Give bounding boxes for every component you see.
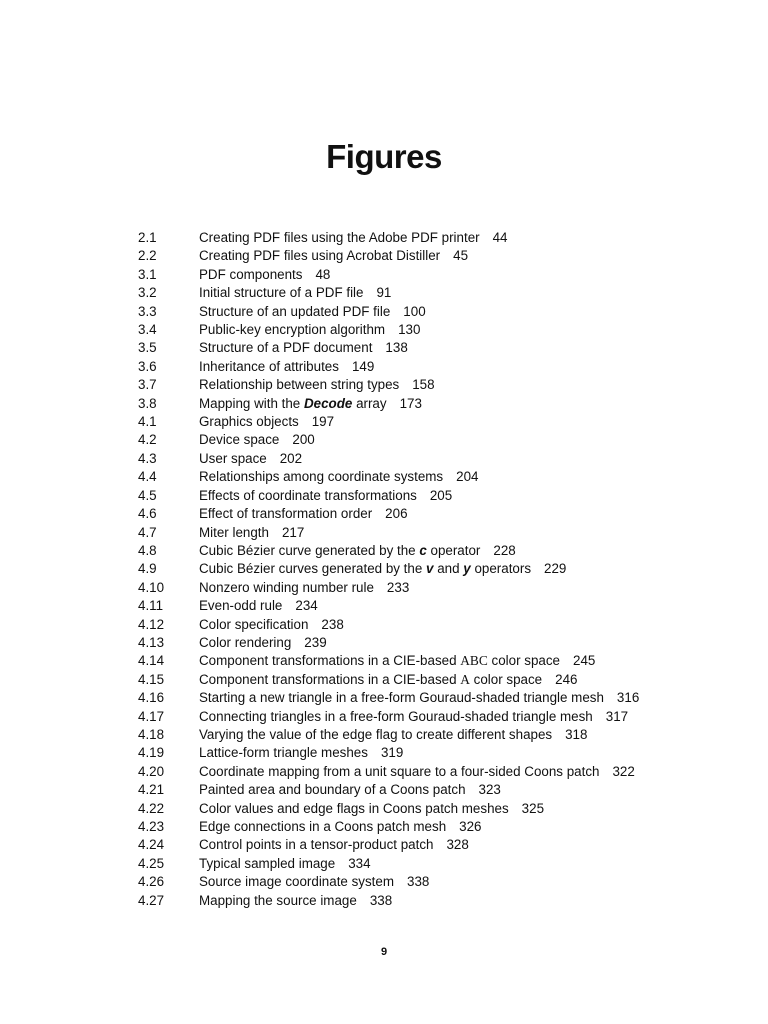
caption-text: Connecting triangles in a free-form Gouraud-shaded triangle mesh: [199, 708, 593, 724]
figure-number: 4.3: [138, 450, 157, 466]
figure-page-ref[interactable]: 45: [453, 248, 469, 264]
figure-page-ref[interactable]: 239: [304, 634, 327, 650]
figure-caption: [199, 413, 334, 431]
figure-page-ref[interactable]: 229: [544, 561, 567, 577]
figure-caption: [199, 358, 374, 376]
caption-text: Graphics objects: [199, 414, 299, 430]
figure-number: 2.2: [138, 248, 157, 264]
figure-number: 4.24: [138, 837, 165, 853]
figure-number: 4.4: [138, 469, 157, 485]
figure-page-ref[interactable]: 317: [605, 708, 629, 724]
figure-page-ref[interactable]: 233: [386, 579, 410, 595]
caption-text: Relationship between string types: [199, 377, 400, 393]
caption-text: Starting a new triangle in a free-form Gouraud-shaded triangle mesh: [199, 690, 604, 706]
figure-page-ref[interactable]: 158: [412, 377, 435, 393]
figure-entry[interactable]: [138, 431, 698, 449]
caption-text: and: [433, 561, 464, 577]
operator-keyword: Decode: [303, 395, 353, 411]
figure-caption: [199, 873, 429, 891]
caption-text: Typical sampled image: [199, 855, 336, 871]
caption-text: Component transformations in a CIE-based: [199, 653, 461, 669]
figure-page-ref[interactable]: 238: [321, 616, 344, 632]
figure-caption: [199, 744, 403, 762]
caption-text: Miter length: [199, 524, 269, 540]
caption-text: Cubic Bézier curve generated by the: [199, 542, 420, 558]
figure-number: 4.1: [138, 414, 157, 430]
figure-page-ref[interactable]: 322: [612, 763, 635, 779]
caption-text: Painted area and boundary of a Coons patch: [199, 782, 466, 798]
figure-caption: [199, 800, 544, 818]
figure-entry[interactable]: [138, 708, 698, 726]
figure-page-ref[interactable]: 204: [456, 469, 479, 485]
caption-text: Effects of coordinate transformations: [199, 487, 417, 503]
caption-text: operator: [426, 542, 481, 558]
figure-page-ref[interactable]: 138: [385, 340, 408, 356]
figure-number: 4.5: [138, 487, 157, 503]
figure-number: 3.8: [138, 395, 157, 411]
figure-entry[interactable]: [138, 358, 698, 376]
figure-caption: [199, 450, 302, 468]
figure-caption: [199, 542, 516, 560]
figure-number: 4.13: [138, 634, 165, 650]
figure-caption: [199, 395, 422, 413]
caption-text: Lattice-form triangle meshes: [199, 745, 368, 761]
caption-text: Even-odd rule: [199, 598, 283, 614]
figure-page-ref[interactable]: 328: [446, 837, 469, 853]
figure-entry[interactable]: [138, 818, 698, 836]
figure-caption: [199, 763, 635, 781]
figure-page-ref[interactable]: 205: [429, 487, 453, 503]
figure-number: 4.21: [138, 782, 165, 798]
figure-caption: [199, 597, 318, 615]
caption-text: Public-key encryption algorithm: [199, 322, 386, 338]
figure-page-ref[interactable]: 217: [281, 524, 305, 540]
figure-number: 4.20: [138, 763, 165, 779]
caption-text: Relationships among coordinate systems: [199, 469, 444, 485]
figure-entry[interactable]: [138, 284, 698, 302]
figure-caption: [199, 892, 392, 910]
caption-text: Color specification: [199, 616, 309, 632]
figure-entry[interactable]: [138, 597, 698, 615]
figure-page-ref[interactable]: 91: [376, 285, 392, 301]
figure-entry[interactable]: [138, 689, 698, 707]
figure-caption: [199, 468, 478, 486]
figure-entry[interactable]: [138, 836, 698, 854]
figure-entry[interactable]: [138, 524, 698, 542]
figure-entry[interactable]: [138, 873, 698, 891]
figure-page-ref[interactable]: 338: [407, 874, 430, 890]
figure-entry[interactable]: [138, 468, 698, 486]
caption-text: Mapping the source image: [199, 892, 357, 908]
figure-page-ref[interactable]: 149: [351, 358, 375, 374]
figure-entry[interactable]: [138, 616, 698, 634]
caption-text: Nonzero winding number rule: [199, 579, 374, 595]
figure-caption: [199, 505, 408, 523]
figure-page-ref[interactable]: 48: [315, 266, 331, 282]
operator-keyword: v: [426, 561, 434, 577]
figure-number: 4.22: [138, 800, 165, 816]
figure-caption: [199, 284, 391, 302]
figure-entry[interactable]: [138, 229, 698, 247]
page-number: 9: [380, 946, 388, 958]
color-space-name: ABC: [460, 653, 488, 669]
figure-caption: [199, 579, 409, 597]
figure-number: 4.12: [138, 616, 165, 632]
figure-caption: [199, 376, 435, 394]
figure-page-ref[interactable]: 234: [295, 598, 318, 614]
caption-text: Structure of an updated PDF file: [199, 303, 391, 319]
caption-text: color space: [487, 653, 560, 669]
figure-caption: [199, 266, 330, 284]
page-title: Figures: [326, 138, 442, 175]
figure-caption: [199, 855, 371, 873]
figure-number: 3.3: [138, 303, 157, 319]
figure-page-ref[interactable]: 326: [459, 819, 482, 834]
color-space-name: A: [460, 671, 470, 687]
caption-text: Edge connections in a Coons patch mesh: [199, 819, 447, 834]
figure-number: 4.18: [138, 726, 165, 742]
figure-number: 3.2: [138, 285, 157, 301]
figure-caption: [199, 339, 408, 357]
figure-entry[interactable]: [138, 892, 698, 910]
figure-entry[interactable]: [138, 542, 698, 560]
figure-entry[interactable]: [138, 744, 698, 762]
figure-caption: [199, 524, 304, 542]
figure-number: 2.1: [138, 230, 157, 245]
caption-text: Initial structure of a PDF file: [199, 285, 364, 301]
figure-number: 4.17: [138, 708, 165, 724]
caption-text: Component transformations in a CIE-based: [199, 671, 461, 687]
figure-entry[interactable]: [138, 652, 698, 670]
caption-text: operators: [470, 561, 532, 577]
figure-caption: [199, 229, 508, 247]
figure-number: 3.1: [138, 266, 157, 282]
figure-entry[interactable]: [138, 763, 698, 781]
figure-page-ref[interactable]: 173: [399, 395, 422, 411]
caption-text: User space: [199, 450, 267, 466]
figure-entry[interactable]: [138, 505, 698, 523]
figure-entry[interactable]: [138, 855, 698, 873]
figure-caption: [199, 247, 468, 265]
figure-caption: [199, 708, 628, 726]
figure-caption: [199, 671, 577, 689]
figure-number: 4.27: [138, 892, 165, 908]
caption-text: Varying the value of the edge flag to create different shapes: [199, 726, 553, 742]
figure-entry[interactable]: [138, 395, 698, 413]
figure-page-ref[interactable]: 228: [493, 542, 516, 558]
figure-number: 4.23: [138, 819, 165, 834]
figure-caption: [199, 560, 566, 578]
figure-entry[interactable]: [138, 560, 698, 578]
figure-caption: [199, 634, 327, 652]
figure-entry[interactable]: [138, 303, 698, 321]
caption-text: Source image coordinate system: [199, 874, 395, 890]
figure-entry[interactable]: [138, 726, 698, 744]
caption-text: Coordinate mapping from a unit square to a four-sided Coons patch: [199, 763, 600, 779]
figure-number: 4.25: [138, 855, 165, 871]
figure-caption: [199, 818, 481, 836]
caption-text: Creating PDF files using the Adobe PDF printer: [199, 230, 480, 245]
figure-page-ref[interactable]: 319: [380, 745, 404, 761]
figure-entry[interactable]: [138, 781, 698, 799]
caption-text: PDF components: [199, 266, 303, 282]
figure-caption: [199, 487, 452, 505]
figure-entry[interactable]: [138, 339, 698, 357]
caption-text: Inheritance of attributes: [199, 358, 339, 374]
figure-number: 4.11: [138, 598, 164, 614]
figure-entry[interactable]: [138, 579, 698, 597]
figure-page-ref[interactable]: 200: [292, 432, 315, 448]
figure-page-ref[interactable]: 334: [348, 855, 371, 871]
figure-number: 4.16: [138, 690, 165, 706]
figure-entry[interactable]: [138, 450, 698, 468]
figure-page-ref[interactable]: 197: [311, 414, 335, 430]
figure-page-ref[interactable]: 325: [521, 800, 545, 816]
figure-number: 3.7: [138, 377, 157, 393]
figure-number: 4.6: [138, 506, 157, 522]
figure-caption: [199, 781, 501, 799]
figure-page-ref[interactable]: 130: [398, 322, 421, 338]
caption-text: Effect of transformation order: [199, 506, 373, 522]
figure-page-ref[interactable]: 245: [573, 653, 596, 669]
figure-number: 4.19: [138, 745, 165, 761]
figure-page-ref[interactable]: 316: [616, 690, 640, 706]
figure-entry[interactable]: [138, 800, 698, 818]
figure-page-ref[interactable]: 206: [385, 506, 408, 522]
caption-text: Cubic Bézier curves generated by the: [199, 561, 427, 577]
figure-page-ref[interactable]: 44: [492, 230, 508, 245]
figure-page-ref[interactable]: 246: [555, 671, 578, 687]
figure-caption: [199, 836, 469, 854]
figure-number: 4.15: [138, 671, 165, 687]
caption-text: array: [352, 395, 387, 411]
figure-number: 4.8: [138, 542, 157, 558]
figure-number: 3.4: [138, 322, 157, 338]
caption-text: Color values and edge flags in Coons patch meshes: [199, 800, 509, 816]
caption-text: Control points in a tensor-product patch: [199, 837, 434, 853]
figure-page-ref[interactable]: 318: [565, 726, 588, 742]
figure-caption: [199, 689, 639, 707]
caption-text: Color rendering: [199, 634, 292, 650]
figure-entry[interactable]: [138, 376, 698, 394]
caption-text: Mapping with the: [199, 395, 304, 411]
figure-number: 4.26: [138, 874, 165, 890]
caption-text: Device space: [199, 432, 280, 448]
figure-page-ref[interactable]: 100: [403, 303, 426, 319]
figure-entry[interactable]: [138, 487, 698, 505]
caption-text: Creating PDF files using Acrobat Distiller: [199, 248, 441, 264]
figure-caption: [199, 303, 426, 321]
figure-caption: [199, 321, 420, 339]
figure-caption: [199, 431, 315, 449]
figure-entry[interactable]: [138, 266, 698, 284]
figure-entry[interactable]: [138, 247, 698, 265]
caption-text: Structure of a PDF document: [199, 340, 373, 356]
figure-list: [138, 229, 698, 910]
figure-number: 4.2: [138, 432, 157, 448]
figure-number: 4.7: [138, 524, 157, 540]
figure-entry[interactable]: [138, 671, 698, 689]
figure-number: 3.6: [138, 358, 157, 374]
figure-number: 4.10: [138, 579, 165, 595]
figure-number: 3.5: [138, 340, 157, 356]
figure-number: 4.9: [138, 561, 157, 577]
operator-keyword: y: [463, 561, 471, 577]
figure-entry[interactable]: [138, 321, 698, 339]
figure-entry[interactable]: [138, 413, 698, 431]
figure-page-ref[interactable]: 202: [279, 450, 303, 466]
operator-keyword: c: [419, 542, 427, 558]
figure-caption: [199, 652, 595, 670]
figure-caption: [199, 616, 344, 634]
figure-number: 4.14: [138, 653, 165, 669]
figure-page-ref[interactable]: 338: [369, 892, 393, 908]
figure-page-ref[interactable]: 323: [478, 782, 501, 798]
caption-text: color space: [469, 671, 543, 687]
figure-caption: [199, 726, 587, 744]
figure-entry[interactable]: [138, 634, 698, 652]
